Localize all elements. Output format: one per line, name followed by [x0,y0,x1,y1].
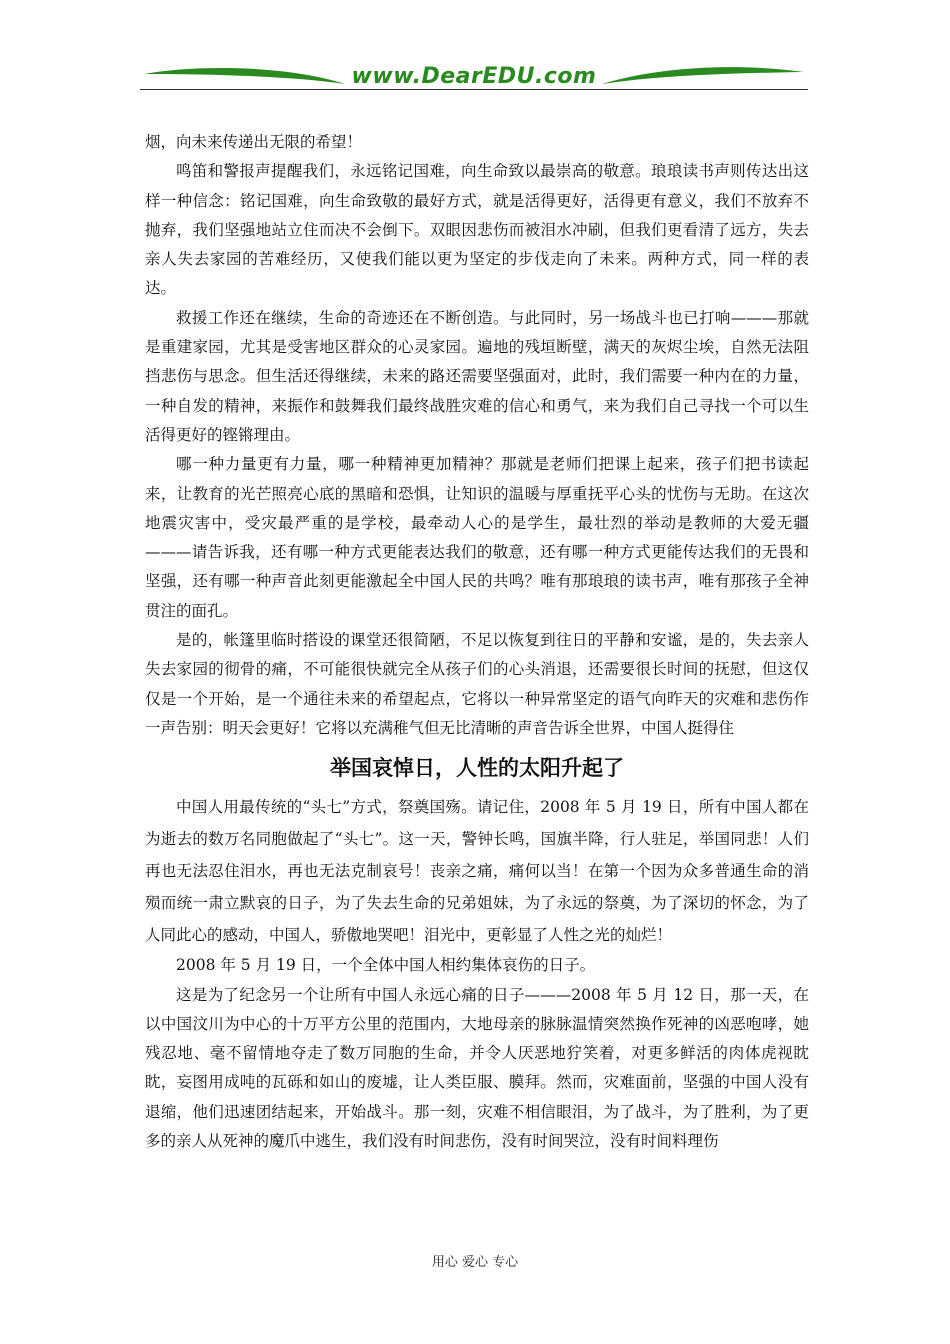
paragraph: 中国人用最传统的“头七”方式，祭奠国殇。请记住，2008 年 5 月 19 日，所有中国人都在为逝去的数万名同胞做起了“头七”。这一天，警钟长鸣，国旗半降，行人驻足，举国同悲！人们再也无法忍住泪水，再也无法克制哀号！丧亲之痛，痛何以当！在第一个因为众多普通生命的消殒而统一肃立默哀的日子，为了失去生命的兄弟姐妹，为了永远的祭奠，为了深切的怀念，为了人同此心的感动，中国人，骄傲地哭吧！泪光中，更彰显了人性之光的灿烂！ [145,798,809,945]
site-url-logo: www.DearEDU.com [351,64,597,89]
paragraph: 鸣笛和警报声提醒我们，永远铭记国难，向生命致以最崇高的敬意。琅琅读书声则传达出这样一种信念：铭记国难，向生命致敬的最好方式，就是活得更好，活得更有意义，我们不放弃不抛弃，我们坚强地站立住而决不会倒下。双眼因悲伤而被泪水冲刷，但我们更看清了远方，失去亲人失去家园的苦难经历，又使我们能以更为坚定的步伐走向了未来。两种方式，同一样的表达。 [145,162,809,298]
page-footer: 用心 爱心 专心 [431,1255,519,1270]
section-title: 举国哀悼日，人性的太阳升起了 [330,756,624,781]
site-header [140,62,808,94]
paragraph: 这是为了纪念另一个让所有中国人永远心痛的日子———2008 年 5 月 12 日，那一天，在以中国汶川为中心的十万平方公里的范围内，大地母亲的脉脉温情突然换作死神的凶恶咆哮，她残忍地、毫不留情地夺走了数万同胞的生命，并令人厌恶地狞笑着，对更多鲜活的肉体虎视眈眈，妄图用成吨的瓦砾和如山的废墟，让人类臣服、膜拜。然而，灾难面前，坚强的中国人没有退缩，他们迅速团结起来，开始战斗。那一刻，灾难不相信眼泪，为了战斗，为了胜利，为了更多的亲人从死神的魔爪中逃生，我们没有时间悲伤，没有时间哭泣，没有时间料理伤 [145,985,809,1151]
header-divider [140,89,808,90]
paragraph: 哪一种力量更有力量，哪一种精神更加精神？那就是老师们把课上起来，孩子们把书读起来，让教育的光芒照亮心底的黑暗和恐惧，让知识的温暖与厚重抚平心头的忧伤与无助。在这次地震灾害中，受灾最严重的是学校，最牵动人心的是学生，最壮烈的举动是教师的大爱无疆———请告诉我，还有哪一种方式更能表达我们的敬意，还有哪一种方式更能传达我们的无畏和坚强，还有哪一种声音此刻更能激起全中国人民的共鸣？唯有那琅琅的读书声，唯有那孩子全神贯注的面孔。 [145,455,809,620]
paragraph: 救援工作还在继续，生命的奇迹还在不断创造。与此同时，另一场战斗也已打响———那就是重建家园，尤其是受害地区群众的心灵家园。遍地的残垣断壁，满天的灰烬尘埃，自然无法阻挡悲伤与思念。但生活还得继续，未来的路还需要坚强面对，此时，我们需要一种内在的力量，一种自发的精神，来振作和鼓舞我们最终战胜灾难的信心和勇气，来为我们自己寻找一个可以生活得更好的铿锵理由。 [145,308,809,444]
paragraph: 2008 年 5 月 19 日，一个全体中国人相约集体哀伤的日子。 [176,956,596,975]
paragraph: 是的，帐篷里临时搭设的课堂还很简陋，不足以恢复到往日的平静和安谧，是的，失去亲人失去家园的彻骨的痛，不可能很快就完全从孩子们的心头消退，还需要很长时间的抚慰，但这仅仅是一个开始，是一个通往未来的希望起点，它将以一种异常坚定的语气向昨天的灾难和悲伤作一声告别：明天会更好！它将以充满稚气但无比清晰的声音告诉全世界，中国人挺得住 [145,631,809,737]
paragraph: 烟，向未来传递出无限的希望！ [145,133,363,151]
article-body [145,128,809,1156]
